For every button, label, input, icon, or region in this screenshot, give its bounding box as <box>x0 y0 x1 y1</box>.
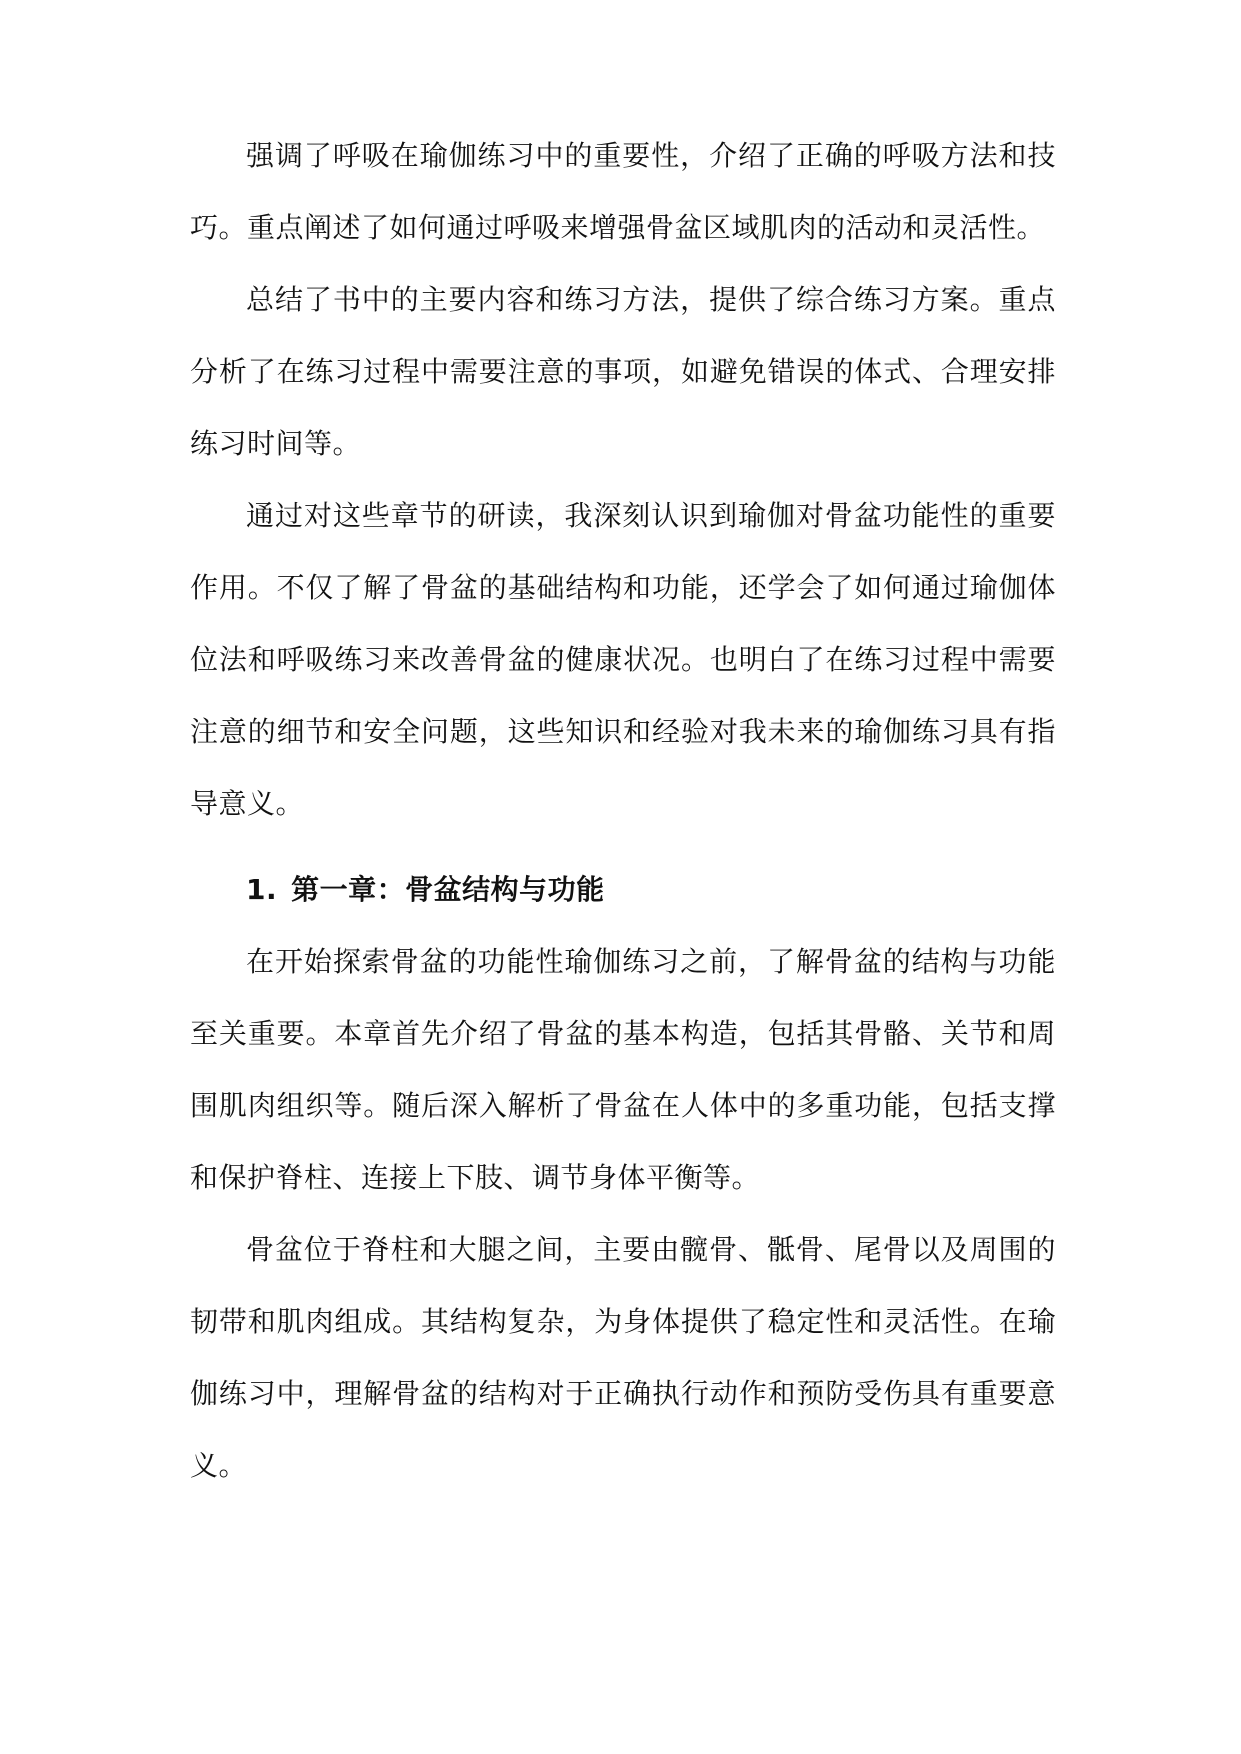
chapter-1-heading <box>190 854 1056 926</box>
paragraph-pelvis-structure: 骨盆位于脊柱和大腿之间，主要由髋骨、骶骨、尾骨以及周围的韧带和肌肉组成。其结构复杂，为身体提供了稳定性和灵活性。在瑜伽练习中，理解骨盆的结构对于正确执行动作和预防受伤具有重要意义。 <box>190 1233 1056 1482</box>
paragraph-chapter-1-intro: 在开始探索骨盆的功能性瑜伽练习之前，了解骨盆的结构与功能至关重要。本章首先介绍了骨盆的基本构造，包括其骨骼、关节和周围肌肉组织等。随后深入解析了骨盆在人体中的多重功能，包括支撑和保护脊柱、连接上下肢、调节身体平衡等。 <box>190 945 1056 1194</box>
paragraph-summary: 总结了书中的主要内容和练习方法，提供了综合练习方案。重点分析了在练习过程中需要注意的事项，如避免错误的体式、合理安排练习时间等。 <box>190 283 1056 460</box>
intro-section <box>190 120 1056 840</box>
chapter-1-number: 1. <box>246 873 278 906</box>
paragraph-reflection: 通过对这些章节的研读，我深刻认识到瑜伽对骨盆功能性的重要作用。不仅了解了骨盆的基础结构和功能，还学会了如何通过瑜伽体位法和呼吸练习来改善骨盆的健康状况。也明白了在练习过程中需要注意的细节和安全问题，这些知识和经验对我未来的瑜伽练习具有指导意义。 <box>190 499 1056 820</box>
chapter-1-section <box>190 854 1056 1502</box>
chapter-1-title: 第一章：骨盆结构与功能 <box>291 873 605 906</box>
paragraph-breathing: 强调了呼吸在瑜伽练习中的重要性，介绍了正确的呼吸方法和技巧。重点阐述了如何通过呼吸来增强骨盆区域肌肉的活动和灵活性。 <box>190 139 1056 244</box>
